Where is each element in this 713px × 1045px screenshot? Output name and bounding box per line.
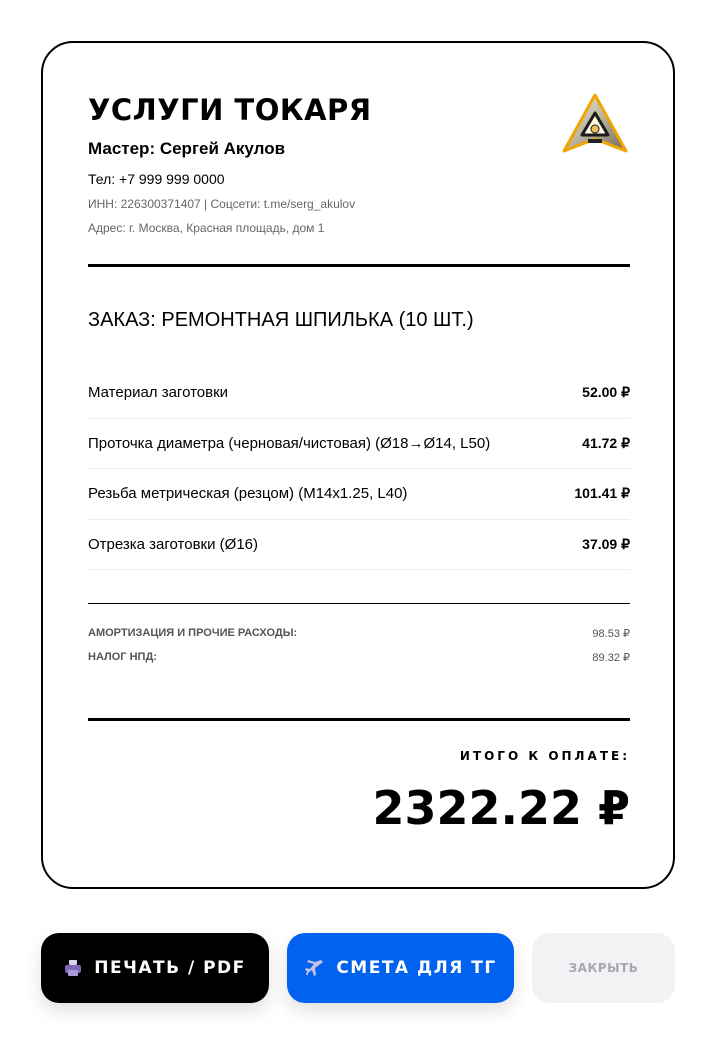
gold-triangle-logo-icon [560,91,630,157]
inn-social-text: ИНН: 226300371407 | Соцсети: t.me/serg_akulov [88,197,356,211]
close-button[interactable] [532,933,675,1003]
item-price: 101.41 ₽ [574,485,630,502]
total-divider [88,718,630,721]
close-label: ЗАКРЫТЬ [568,961,639,975]
print-pdf-button[interactable] [41,933,269,1003]
header-divider [88,264,630,267]
item-price: 52.00 ₽ [582,384,630,401]
item-label: Проточка диаметра (черновая/чистовая) (Ø18→Ø14, L50) [88,434,491,452]
item-label: Отрезка заготовки (Ø16) [88,535,259,553]
list-item [88,368,630,419]
receipt-card [41,41,675,889]
extra-row [88,645,630,669]
master-name: Мастер: Сергей Акулов [88,139,286,158]
item-label: Резьба метрическая (резцом) (M14x1.25, L40) [88,485,408,503]
extra-row [88,621,630,645]
extra-label: НАЛОГ НПД: [88,651,157,663]
phone-text: Тел: +7 999 999 0000 [88,171,225,187]
total-label: ИТОГО К ОПЛАТЕ: [459,749,630,763]
print-pdf-label: ПЕЧАТЬ / PDF [94,958,246,978]
extra-label: АМОРТИЗАЦИЯ И ПРОЧИЕ РАСХОДЫ: [88,627,298,639]
page-title: УСЛУГИ ТОКАРЯ [88,93,372,127]
item-label: Материал заготовки [88,384,229,402]
total-value: 2322.22 ₽ [372,781,630,835]
telegram-estimate-button[interactable] [287,933,514,1003]
item-price: 41.72 ₽ [582,434,630,451]
order-title: ЗАКАЗ: РЕМОНТНАЯ ШПИЛЬКА (10 ШТ.) [88,309,474,331]
list-item [88,469,630,520]
order-items-list [88,368,630,570]
telegram-estimate-label: СМЕТА ДЛЯ ТГ [336,958,497,978]
extra-value: 89.32 ₽ [592,651,630,664]
item-price: 37.09 ₽ [582,535,630,552]
extra-value: 98.53 ₽ [592,627,630,640]
printer-icon [64,959,82,977]
extras-divider [88,603,630,604]
airplane-icon [304,958,324,978]
list-item [88,419,630,470]
list-item [88,520,630,571]
extras-list [88,621,630,669]
address-text: Адрес: г. Москва, Красная площадь, дом 1 [88,221,325,235]
